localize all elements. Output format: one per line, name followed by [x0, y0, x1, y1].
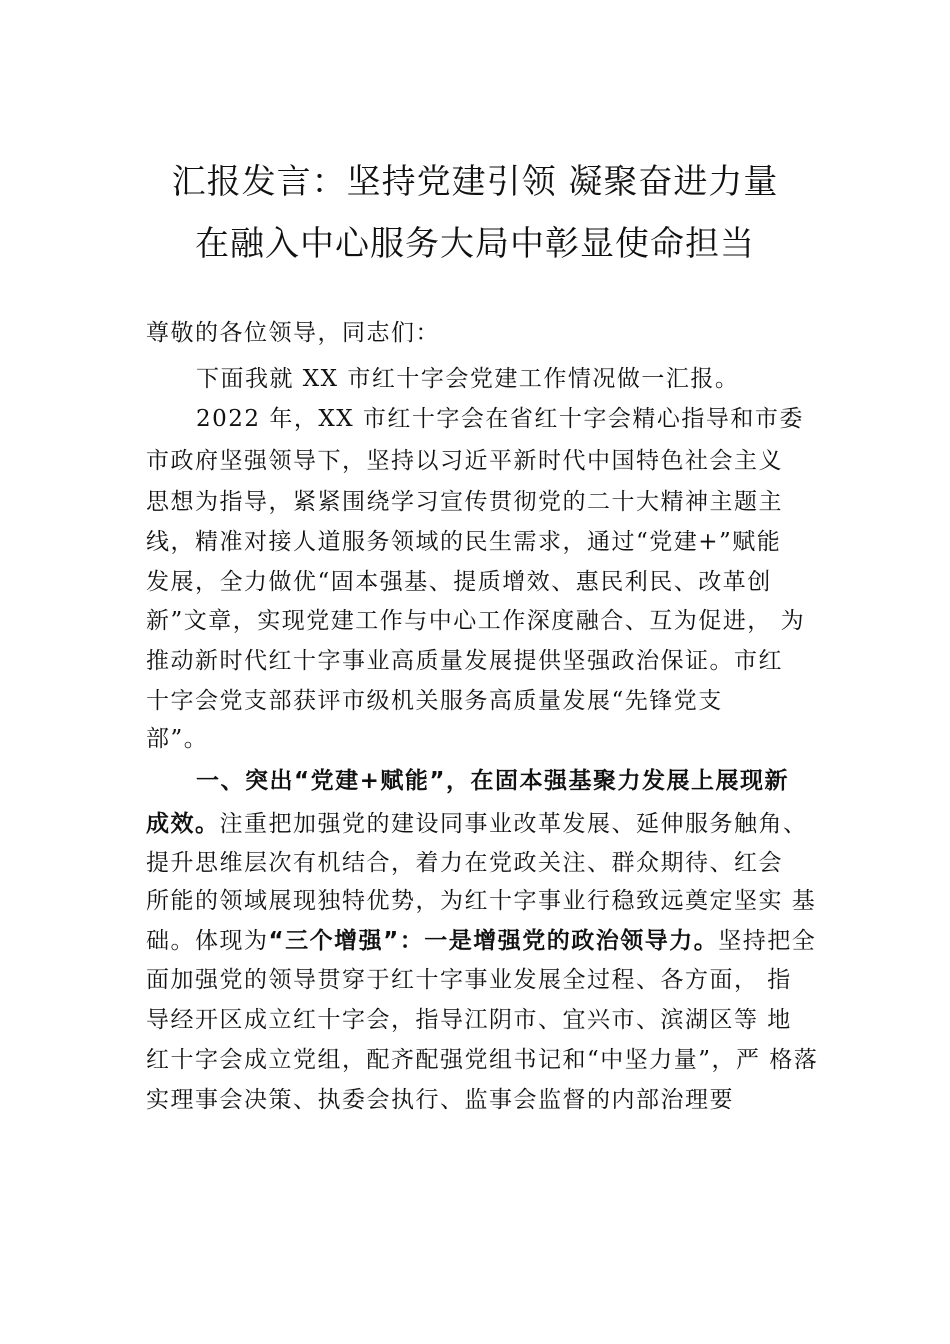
section-1-line: 导经开区成立红十字会，指导江阴市、宜兴市、滨湖区等 地 [146, 1007, 792, 1033]
section-1-line: 提升思维层次有机结合，着力在党政关注、群众期待、红会 [146, 850, 783, 876]
section-1-line: 所能的领域展现独特优势，为红十字事业行稳致远奠定坚实 基 [146, 888, 817, 914]
section-1-heading-continued: 成效。 [146, 811, 220, 837]
paragraph-2-line: 发展，全力做优“固本强基、提质增效、惠民利民、改革创 [146, 569, 772, 595]
section-1-text: 坚持把全 [718, 928, 817, 954]
title-line-1: 汇报发言：坚持党建引领 凝聚奋进力量 [171, 162, 779, 202]
paragraph-2-line: 市政府坚强领导下，坚持以习近平新时代中国特色社会主义 [146, 448, 783, 474]
intro-paragraph: 下面我就 XX 市红十字会党建工作情况做一汇报。 [196, 366, 740, 392]
section-1-line: 实理事会决策、执委会执行、监事会监督的内部治理要 [146, 1087, 734, 1113]
paragraph-2-line: 2022 年，XX 市红十字会在省红十字会精心指导和市委 [196, 406, 804, 432]
section-1-line: 面加强党的领导贯穿于红十字事业发展全过程、各方面， 指 [146, 967, 792, 993]
paragraph-2-line: 新”文章，实现党建工作与中心工作深度融合、互为促进， 为 [146, 608, 806, 634]
paragraph-2-line: 十字会党支部获评市级机关服务高质量发展“先锋党支 [146, 688, 723, 714]
section-1-heading: 一、突出“党建+赋能”，在固本强基聚力发展上展现新 [196, 768, 790, 794]
section-1-line [146, 809, 808, 839]
section-1-text: 础。体现为 [146, 928, 269, 954]
section-1-line: 红十字会成立党组，配齐配强党组书记和“中坚力量”，严 格落 [146, 1047, 819, 1073]
section-1-emphasis: “三个增强”：一是增强党的政治领导力。 [268, 928, 719, 954]
salutation: 尊敬的各位领导，同志们： [146, 320, 440, 346]
paragraph-2-line: 推动新时代红十字事业高质量发展提供坚强政治保证。市红 [146, 648, 783, 674]
paragraph-2-line: 思想为指导，紧紧围绕学习宣传贯彻党的二十大精神主题主 [146, 489, 783, 515]
section-1-line [146, 926, 816, 956]
paragraph-2-line: 线，精准对接人道服务领域的民生需求，通过“党建+”赋能 [146, 529, 782, 555]
title-line-2: 在融入中心服务大局中彰显使命担当 [195, 224, 755, 264]
paragraph-2-line: 部”。 [146, 726, 209, 752]
section-1-text: 注重把加强党的建设同事业改革发展、延伸服务触角、 [219, 811, 808, 837]
